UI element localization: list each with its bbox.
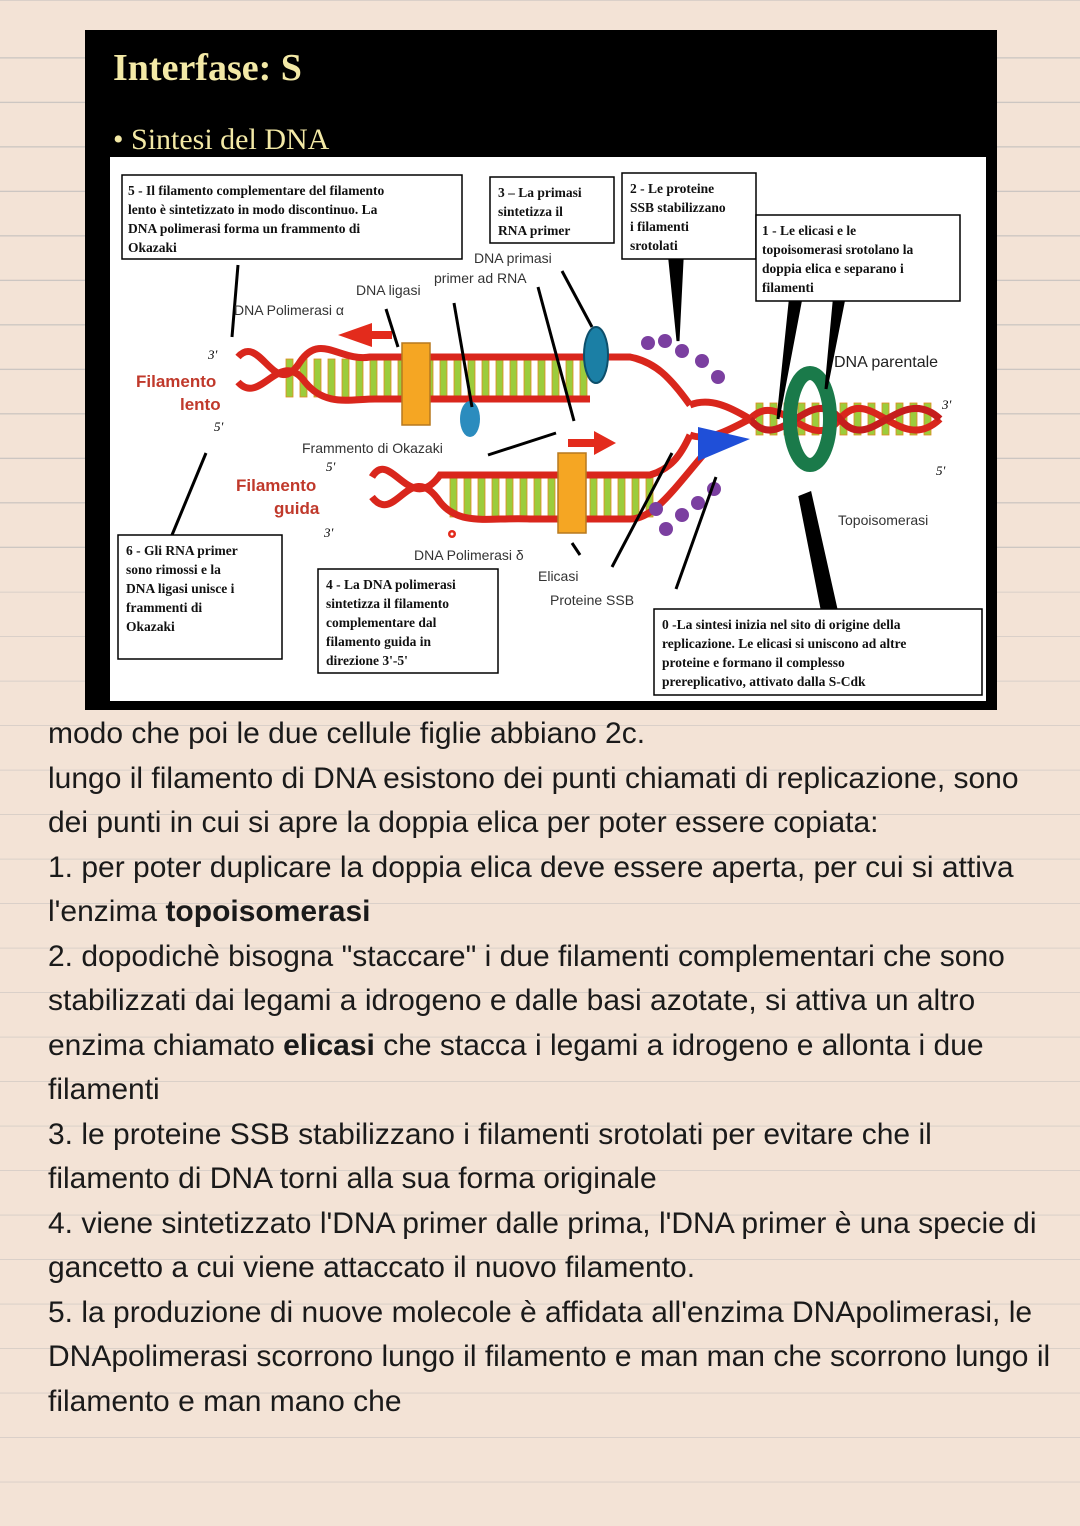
slide-image bbox=[85, 30, 997, 710]
base-pair bbox=[342, 359, 349, 397]
base-pair bbox=[496, 359, 503, 397]
base-pair bbox=[482, 359, 489, 397]
box-4-line-2: sintetizza il filamento bbox=[326, 596, 449, 611]
label-dna-ligasi: DNA ligasi bbox=[356, 282, 421, 298]
dna-primasi-shape bbox=[584, 327, 608, 383]
base-pair bbox=[328, 359, 335, 397]
box-0-line-2: replicazione. Le elicasi si uniscono ad altre bbox=[662, 636, 907, 651]
box-3 bbox=[490, 177, 614, 243]
notes-step-1-text: 1. per poter duplicare la doppia elica deve essere aperta, per cui si attiva l'enzima bbox=[48, 850, 1014, 928]
dna-polimerasi-alpha-shape bbox=[402, 343, 430, 425]
box-2 bbox=[622, 173, 756, 259]
box-4 bbox=[318, 569, 498, 673]
box-5-line-3: DNA polimerasi forma un frammento di bbox=[128, 221, 361, 236]
notes-paragraph-1: modo che poi le due cellule figlie abbiano 2c. bbox=[48, 717, 646, 750]
parental-dna bbox=[690, 402, 940, 437]
base-pair bbox=[464, 477, 471, 517]
box-2-line-2: SSB stabilizzano bbox=[630, 200, 726, 215]
label-3-prime-lagging: 3' bbox=[208, 347, 218, 362]
base-pair bbox=[618, 477, 625, 517]
notes-step-2-text: 2. dopodichè bisogna "staccare" i due filamenti complementari che sono stabilizzati dai legami a idrogeno e dalle basi azotate, si attiva un altro enzima chiamato bbox=[48, 939, 1005, 1062]
box-6-line-3: DNA ligasi unisce i bbox=[126, 581, 235, 596]
label-3-prime-parental: 3' bbox=[942, 397, 952, 412]
handwritten-notes bbox=[48, 712, 1058, 1424]
box-4-line-5: direzione 3'-5' bbox=[326, 653, 408, 668]
box-5 bbox=[122, 175, 462, 259]
box-2-line-4: srotolati bbox=[630, 238, 678, 253]
label-5-prime-parental: 5' bbox=[936, 463, 946, 478]
label-dna-polimerasi-alpha: DNA Polimerasi α bbox=[234, 302, 345, 318]
slide-title: Interfase: S bbox=[113, 47, 302, 89]
label-topoisomerasi: Topoisomerasi bbox=[838, 512, 929, 528]
base-pair bbox=[510, 359, 517, 397]
box-5-line-4: Okazaki bbox=[128, 240, 177, 255]
base-pair bbox=[440, 359, 447, 397]
notes-paragraph-6: 4. viene sintetizzato l'DNA primer dalle prima, l'DNA primer è una specie di gancetto a cui viene attaccato il nuovo filamento. bbox=[48, 1206, 1037, 1284]
base-pair bbox=[548, 477, 555, 517]
label-3-prime-leading: 3' bbox=[324, 525, 334, 540]
label-frammento-okazaki: Frammento di Okazaki bbox=[302, 440, 443, 456]
arrow-left-icon bbox=[338, 323, 392, 347]
label-dna-primasi: DNA primasi bbox=[474, 250, 552, 266]
base-pair bbox=[524, 359, 531, 397]
box-6 bbox=[118, 535, 282, 659]
box-4-line-4: filamento guida in bbox=[326, 634, 432, 649]
keyword-topoisomerasi: topoisomerasi bbox=[165, 895, 371, 928]
label-filamento-lento-2: lento bbox=[180, 395, 221, 414]
box-6-line-1: 6 - Gli RNA primer bbox=[126, 543, 238, 558]
base-pair bbox=[632, 477, 639, 517]
notes-paragraph-5: 3. le proteine SSB stabilizzano i filamenti srotolati per evitare che il filamento di DNA torni alla sua forma originale bbox=[48, 1117, 932, 1195]
box-0-line-1: 0 -La sintesi inizia nel sito di origine della bbox=[662, 617, 901, 632]
box-0-line-4: prereplicativo, attivato dalla S-Cdk bbox=[662, 674, 866, 689]
base-pair bbox=[478, 477, 485, 517]
box-4-line-3: complementare dal bbox=[326, 615, 437, 630]
arrow-right-icon bbox=[568, 431, 616, 455]
base-pair bbox=[538, 359, 545, 397]
slide-bullet: • Sintesi del DNA bbox=[113, 123, 330, 156]
base-pair bbox=[286, 359, 293, 397]
notes-paragraph-7: 5. la produzione di nuove molecole è affidata all'enzima DNApolimerasi, le DNApolimerasi scorrono lungo il filamento e man man che scorrono lungo il filamento e man mano che bbox=[48, 1295, 1051, 1418]
dna-polimerasi-delta-shape bbox=[558, 453, 586, 533]
box-3-line-2: sintetizza il bbox=[498, 204, 563, 219]
base-pair bbox=[520, 477, 527, 517]
box-2-line-1: 2 - Le proteine bbox=[630, 181, 715, 196]
box-6-line-5: Okazaki bbox=[126, 619, 175, 634]
notes-paragraph-4 bbox=[48, 935, 1058, 1113]
box-1-line-3: doppia elica e separano i bbox=[762, 261, 904, 276]
diagram-svg bbox=[110, 157, 986, 701]
box-1-line-2: topoisomerasi srotolano la bbox=[762, 242, 914, 257]
label-5-prime-lagging: 5' bbox=[214, 419, 224, 434]
label-filamento-guida-1: Filamento bbox=[236, 476, 317, 495]
label-proteine-ssb: Proteine SSB bbox=[550, 592, 635, 608]
label-elicasi: Elicasi bbox=[538, 568, 579, 584]
notes-step-2-text-end: che stacca i legami a idrogeno e allonta i due filamenti bbox=[48, 1028, 984, 1106]
base-pair bbox=[590, 477, 597, 517]
lagging-strand bbox=[238, 323, 690, 437]
topoisomerasi-shape bbox=[790, 373, 830, 465]
box-1-line-4: filamenti bbox=[762, 280, 814, 295]
base-pair bbox=[384, 359, 391, 397]
keyword-elicasi: elicasi bbox=[283, 1028, 375, 1062]
box-1 bbox=[756, 215, 960, 301]
base-pair bbox=[492, 477, 499, 517]
label-filamento-lento-1: Filamento bbox=[136, 372, 217, 391]
box-6-line-2: sono rimossi e la bbox=[126, 562, 221, 577]
dna-ligasi-shape bbox=[460, 401, 480, 437]
notes-paragraph-3 bbox=[48, 846, 1058, 935]
base-pair bbox=[506, 477, 513, 517]
box-3-line-1: 3 – La primasi bbox=[498, 185, 582, 200]
base-pair bbox=[370, 359, 377, 397]
box-3-line-3: RNA primer bbox=[498, 223, 571, 238]
dna-replication-diagram bbox=[110, 157, 986, 701]
base-pair bbox=[604, 477, 611, 517]
box-0 bbox=[654, 609, 982, 695]
label-filamento-guida-2: guida bbox=[274, 499, 320, 518]
label-dna-polimerasi-delta: DNA Polimerasi δ bbox=[414, 547, 524, 563]
box-5-line-2: lento è sintetizzato in modo discontinuo. La bbox=[128, 202, 378, 217]
label-dna-parentale: DNA parentale bbox=[834, 354, 939, 371]
box-5-line-1: 5 - Il filamento complementare del filamento bbox=[128, 183, 385, 198]
box-2-line-3: i filamenti bbox=[630, 219, 689, 234]
base-pair bbox=[454, 359, 461, 397]
label-primer-rna: primer ad RNA bbox=[434, 270, 527, 286]
base-pair bbox=[534, 477, 541, 517]
box-0-line-3: proteine e formano il complesso bbox=[662, 655, 845, 670]
label-5-prime-leading: 5' bbox=[326, 459, 336, 474]
box-4-line-1: 4 - La DNA polimerasi bbox=[326, 577, 456, 592]
box-6-line-4: frammenti di bbox=[126, 600, 203, 615]
notes-paragraph-2: lungo il filamento di DNA esistono dei punti chiamati di replicazione, sono dei punti in cui si apre la doppia elica per poter essere copiata: bbox=[48, 761, 1019, 839]
box-1-line-1: 1 - Le elicasi e le bbox=[762, 223, 857, 238]
base-pair bbox=[356, 359, 363, 397]
